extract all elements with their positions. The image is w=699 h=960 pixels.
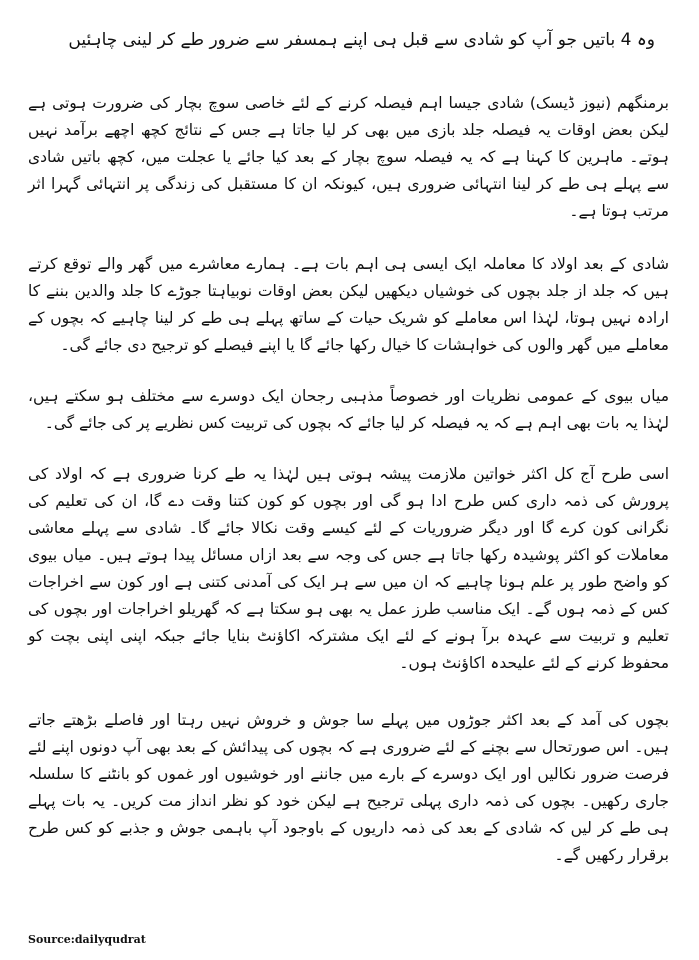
article-title: وہ 4 باتیں جو آپ کو شادی سے قبل ہی اپنے ہمسفر سے ضرور طے کر لینی چاہئیں: [68, 30, 655, 50]
article-paragraph-1: برمنگھم (نیوز ڈیسک) شادی جیسا اہم فیصلہ کرنے کے لئے خاصی سوچ بچار کی ضرورت ہوتی ہے لیکن بعض اوقات یہ فیصلہ جلد بازی میں بھی کر لیا جاتا ہے جس کے نتائج کچھ اچھے برآمد نہیں ہوتے۔ ماہرین کا کہنا ہے کہ یہ فیصلہ سوچ بچار کے بعد کیا جائے یا عجلت میں، کچھ باتیں شادی سے پہلے ہی طے کر لینا انتہائی ضروری ہیں، کیونکہ ان کا مستقبل کی زندگی پر انتہائی گہرا اثر مرتب ہوتا ہے۔: [28, 94, 670, 220]
article-paragraph-4: اسی طرح آج کل اکثر خواتین ملازمت پیشہ ہوتی ہیں لہٰذا یہ طے کرنا ضروری ہے کہ اولاد کی پرورش کی ذمہ داری کس طرح ادا ہو گی اور بچوں کو کون کتنا وقت دے گا، ان کی تعلیم کی نگرانی کون کرے گا اور دیگر ضروریات کے لئے کیسے وقت نکالا جائے گا۔ شادی سے پہلے معاشی معاملات کو اکثر پوشیدہ رکھا جاتا ہے جس کی وجہ سے بعد ازاں مسائل پیدا ہوتے ہیں۔ میاں بیوی کو واضح طور پر علم ہونا چاہیے کہ ان میں سے ہر ایک کی آمدنی کتنی ہے اور کون سے اخراجات کس کے ذمہ ہوں گے۔ ایک مناسب طرز عمل یہ بھی ہو سکتا ہے کہ گھریلو اخراجات اور بچوں کی تعلیم و تربیت سے عہدہ برآ ہونے کے لئے ایک مشترکہ اکاؤنٹ بنایا جائے جبکہ اپنی اپنی بچت کو محفوظ کرنے کے لئے علیحدہ اکاؤنٹ ہوں۔: [28, 465, 669, 672]
source-credit: Source:dailyqudrat: [28, 933, 146, 946]
article-paragraph-3: میاں بیوی کے عمومی نظریات اور خصوصاً مذہبی رجحان ایک دوسرے سے مختلف ہو سکتے ہیں، لہٰذا یہ بات بھی اہم ہے کہ یہ فیصلہ کر لیا جائے کہ بچوں کی تربیت کس نظریے پر کی جائے گی۔: [28, 387, 669, 432]
article-paragraph-5: بچوں کی آمد کے بعد اکثر جوڑوں میں پہلے سا جوش و خروش نہیں رہتا اور فاصلے بڑھتے جاتے ہیں۔ اس صورتحال سے بچنے کے لئے ضروری ہے کہ بچوں کی پیدائش کے بعد بھی آپ دونوں اپنے لئے فرصت ضرور نکالیں اور ایک دوسرے کے بارے میں جاننے اور خوشیوں اور غموں کو بانٹنے کا سلسلہ جاری رکھیں۔ بچوں کی ذمہ داری پہلی ترجیح ہے لیکن خود کو نظر انداز مت کریں۔ یہ بات پہلے ہی طے کر لیں کہ شادی کے بعد کی ذمہ داریوں کے باوجود آپ باہمی جوش و جذبے کو کس طرح برقرار رکھیں گے۔: [28, 711, 669, 864]
article-paragraph-2: شادی کے بعد اولاد کا معاملہ ایک ایسی ہی اہم بات ہے۔ ہمارے معاشرے میں گھر والے توقع کرتے ہیں کہ جلد از جلد بچوں کی خوشیاں دیکھیں لیکن بعض اوقات نوبیاہتا جوڑے کا جلد والدین بننے کا ارادہ نہیں ہوتا، لہٰذا اس معاملے کو شریک حیات کے ساتھ پہلے ہی طے کر لینا چاہیے کہ بچوں کے معاملے میں گھر والوں کی خواہشات کا خیال رکھا جائے گا یا اپنے فیصلے کو ترجیح دی جائے گی۔: [28, 255, 669, 354]
